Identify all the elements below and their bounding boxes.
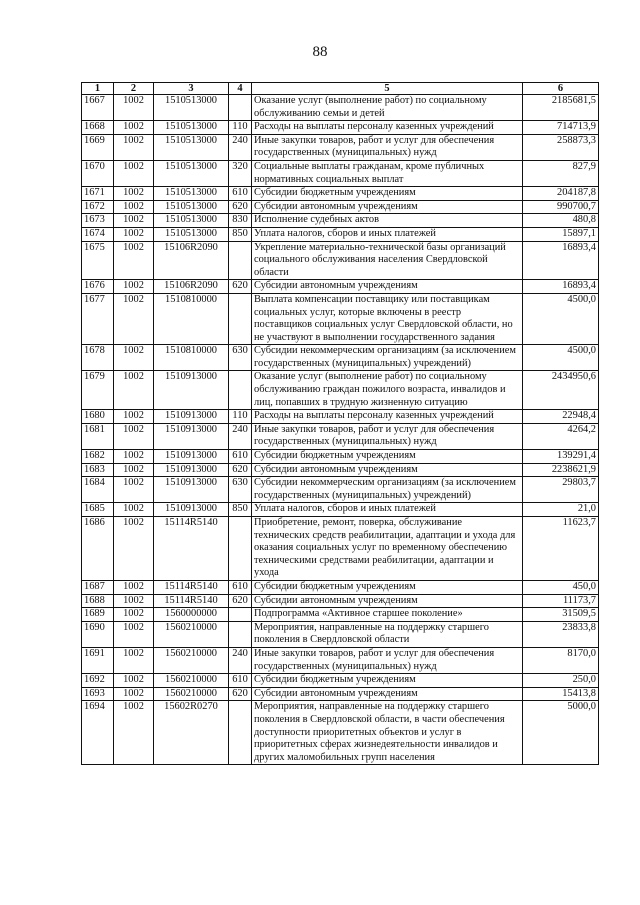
table-row <box>82 371 599 410</box>
expense-type-code: 610 <box>229 674 252 688</box>
table-row <box>82 621 599 647</box>
section-code: 1002 <box>114 687 154 701</box>
table-row <box>82 701 599 765</box>
expense-type-code <box>229 293 252 344</box>
target-article-code: 1560210000 <box>154 647 229 673</box>
row-number: 1691 <box>82 647 114 673</box>
header-col-4: 4 <box>229 83 252 95</box>
row-number: 1682 <box>82 450 114 464</box>
table-row <box>82 227 599 241</box>
row-number: 1687 <box>82 580 114 594</box>
row-number: 1679 <box>82 371 114 410</box>
target-article-code: 15106R2090 <box>154 241 229 280</box>
expense-type-code: 110 <box>229 410 252 424</box>
item-name: Исполнение судебных актов <box>252 214 523 228</box>
amount: 4264,2 <box>523 423 599 449</box>
table-row <box>82 160 599 186</box>
expense-type-code: 830 <box>229 214 252 228</box>
amount: 11623,7 <box>523 517 599 581</box>
section-code: 1002 <box>114 503 154 517</box>
target-article-code: 1510810000 <box>154 293 229 344</box>
section-code: 1002 <box>114 701 154 765</box>
amount: 21,0 <box>523 503 599 517</box>
expense-type-code: 620 <box>229 594 252 608</box>
row-number: 1675 <box>82 241 114 280</box>
expense-type-code <box>229 701 252 765</box>
item-name: Иные закупки товаров, работ и услуг для обеспечения государственных (муниципальных) нужд <box>252 647 523 673</box>
item-name: Субсидии автономным учреждениям <box>252 687 523 701</box>
target-article-code: 1560210000 <box>154 687 229 701</box>
expense-type-code <box>229 371 252 410</box>
row-number: 1678 <box>82 345 114 371</box>
header-col-6: 6 <box>523 83 599 95</box>
table-row <box>82 580 599 594</box>
target-article-code: 1510513000 <box>154 200 229 214</box>
target-article-code: 1510913000 <box>154 371 229 410</box>
table-row <box>82 674 599 688</box>
amount: 714713,9 <box>523 121 599 135</box>
table-row <box>82 463 599 477</box>
target-article-code: 1560210000 <box>154 674 229 688</box>
item-name: Оказание услуг (выполнение работ) по социальному обслуживанию граждан пожилого возраста, инвалидов и лиц, попавших в трудную жизненную ситуацию <box>252 371 523 410</box>
amount: 5000,0 <box>523 701 599 765</box>
expense-type-code: 240 <box>229 134 252 160</box>
target-article-code: 15602R0270 <box>154 701 229 765</box>
table-row <box>82 214 599 228</box>
expense-type-code <box>229 95 252 121</box>
row-number: 1685 <box>82 503 114 517</box>
expense-type-code: 610 <box>229 450 252 464</box>
table-row <box>82 241 599 280</box>
expense-type-code: 610 <box>229 187 252 201</box>
item-name: Расходы на выплаты персоналу казенных учреждений <box>252 121 523 135</box>
amount: 11173,7 <box>523 594 599 608</box>
amount: 450,0 <box>523 580 599 594</box>
section-code: 1002 <box>114 580 154 594</box>
table-row <box>82 410 599 424</box>
expense-type-code: 610 <box>229 580 252 594</box>
section-code: 1002 <box>114 293 154 344</box>
amount: 4500,0 <box>523 345 599 371</box>
amount: 31509,5 <box>523 608 599 622</box>
expense-type-code <box>229 608 252 622</box>
amount: 827,9 <box>523 160 599 186</box>
section-code: 1002 <box>114 241 154 280</box>
section-code: 1002 <box>114 134 154 160</box>
amount: 22948,4 <box>523 410 599 424</box>
amount: 2434950,6 <box>523 371 599 410</box>
item-name: Подпрограмма «Активное старшее поколение» <box>252 608 523 622</box>
item-name: Иные закупки товаров, работ и услуг для обеспечения государственных (муниципальных) нужд <box>252 423 523 449</box>
expense-type-code <box>229 621 252 647</box>
item-name: Мероприятия, направленные на поддержку старшего поколения в Свердловской области <box>252 621 523 647</box>
item-name: Субсидии бюджетным учреждениям <box>252 187 523 201</box>
item-name: Оказание услуг (выполнение работ) по социальному обслуживанию семьи и детей <box>252 95 523 121</box>
item-name: Субсидии некоммерческим организациям (за исключением государственных (муниципальных) учреждений) <box>252 477 523 503</box>
section-code: 1002 <box>114 280 154 294</box>
item-name: Уплата налогов, сборов и иных платежей <box>252 503 523 517</box>
item-name: Социальные выплаты гражданам, кроме публичных нормативных социальных выплат <box>252 160 523 186</box>
expense-type-code: 620 <box>229 280 252 294</box>
expense-type-code: 620 <box>229 463 252 477</box>
table-row <box>82 477 599 503</box>
table-row <box>82 134 599 160</box>
row-number: 1673 <box>82 214 114 228</box>
row-number: 1688 <box>82 594 114 608</box>
expense-type-code: 620 <box>229 200 252 214</box>
item-name: Субсидии автономным учреждениям <box>252 200 523 214</box>
table-row <box>82 95 599 121</box>
amount: 204187,8 <box>523 187 599 201</box>
table-row <box>82 594 599 608</box>
row-number: 1670 <box>82 160 114 186</box>
target-article-code: 1510913000 <box>154 410 229 424</box>
section-code: 1002 <box>114 621 154 647</box>
section-code: 1002 <box>114 450 154 464</box>
target-article-code: 1510913000 <box>154 423 229 449</box>
item-name: Субсидии бюджетным учреждениям <box>252 450 523 464</box>
target-article-code: 1510513000 <box>154 134 229 160</box>
table-row <box>82 423 599 449</box>
expense-type-code: 240 <box>229 647 252 673</box>
section-code: 1002 <box>114 227 154 241</box>
section-code: 1002 <box>114 95 154 121</box>
amount: 250,0 <box>523 674 599 688</box>
section-code: 1002 <box>114 160 154 186</box>
section-code: 1002 <box>114 674 154 688</box>
row-number: 1671 <box>82 187 114 201</box>
section-code: 1002 <box>114 463 154 477</box>
item-name: Уплата налогов, сборов и иных платежей <box>252 227 523 241</box>
row-number: 1676 <box>82 280 114 294</box>
header-col-1: 1 <box>82 83 114 95</box>
row-number: 1686 <box>82 517 114 581</box>
expense-type-code: 630 <box>229 345 252 371</box>
header-col-5: 5 <box>252 83 523 95</box>
table-row <box>82 293 599 344</box>
header-col-3: 3 <box>154 83 229 95</box>
section-code: 1002 <box>114 214 154 228</box>
item-name: Мероприятия, направленные на поддержку старшего поколения в Свердловской области, в части обеспечения доступности приоритетных объектов и услуг в приоритетных сферах жизнедеятельности инвалидов и других маломобильных групп населения <box>252 701 523 765</box>
target-article-code: 1510913000 <box>154 450 229 464</box>
table-row <box>82 345 599 371</box>
section-code: 1002 <box>114 477 154 503</box>
section-code: 1002 <box>114 410 154 424</box>
section-code: 1002 <box>114 200 154 214</box>
amount: 23833,8 <box>523 621 599 647</box>
target-article-code: 1510513000 <box>154 121 229 135</box>
table-row <box>82 200 599 214</box>
amount: 16893,4 <box>523 280 599 294</box>
table-body <box>82 95 599 765</box>
expense-type-code: 110 <box>229 121 252 135</box>
row-number: 1683 <box>82 463 114 477</box>
header-row <box>82 83 599 95</box>
section-code: 1002 <box>114 517 154 581</box>
amount: 29803,7 <box>523 477 599 503</box>
target-article-code: 1510513000 <box>154 227 229 241</box>
target-article-code: 1510913000 <box>154 503 229 517</box>
amount: 16893,4 <box>523 241 599 280</box>
table-row <box>82 503 599 517</box>
item-name: Субсидии некоммерческим организациям (за исключением государственных (муниципальных) учреждений) <box>252 345 523 371</box>
item-name: Субсидии автономным учреждениям <box>252 594 523 608</box>
table-row <box>82 608 599 622</box>
budget-table <box>81 82 599 765</box>
row-number: 1684 <box>82 477 114 503</box>
section-code: 1002 <box>114 345 154 371</box>
header-col-2: 2 <box>114 83 154 95</box>
amount: 139291,4 <box>523 450 599 464</box>
amount: 15897,1 <box>523 227 599 241</box>
item-name: Выплата компенсации поставщику или поставщикам социальных услуг, которые включены в реестр поставщиков социальных услуг Свердловской области, но не участвуют в выполнении государственного задания <box>252 293 523 344</box>
section-code: 1002 <box>114 187 154 201</box>
table-row <box>82 121 599 135</box>
item-name: Укрепление материально-технической базы организаций социального обслуживания населения Свердловской области <box>252 241 523 280</box>
row-number: 1668 <box>82 121 114 135</box>
expense-type-code: 620 <box>229 687 252 701</box>
amount: 8170,0 <box>523 647 599 673</box>
target-article-code: 15114R5140 <box>154 594 229 608</box>
section-code: 1002 <box>114 423 154 449</box>
table-row <box>82 187 599 201</box>
target-article-code: 15114R5140 <box>154 517 229 581</box>
table-row <box>82 687 599 701</box>
item-name: Субсидии автономным учреждениям <box>252 280 523 294</box>
target-article-code: 1510513000 <box>154 160 229 186</box>
amount: 990700,7 <box>523 200 599 214</box>
target-article-code: 1510810000 <box>154 345 229 371</box>
table-row <box>82 517 599 581</box>
expense-type-code <box>229 517 252 581</box>
target-article-code: 1510913000 <box>154 477 229 503</box>
expense-type-code: 850 <box>229 227 252 241</box>
row-number: 1693 <box>82 687 114 701</box>
table-header <box>82 83 599 95</box>
target-article-code: 1510913000 <box>154 463 229 477</box>
row-number: 1677 <box>82 293 114 344</box>
row-number: 1694 <box>82 701 114 765</box>
item-name: Иные закупки товаров, работ и услуг для обеспечения государственных (муниципальных) нужд <box>252 134 523 160</box>
amount: 15413,8 <box>523 687 599 701</box>
table-row <box>82 647 599 673</box>
target-article-code: 1510513000 <box>154 214 229 228</box>
target-article-code: 1510513000 <box>154 95 229 121</box>
target-article-code: 15114R5140 <box>154 580 229 594</box>
row-number: 1680 <box>82 410 114 424</box>
item-name: Субсидии бюджетным учреждениям <box>252 674 523 688</box>
expense-type-code <box>229 241 252 280</box>
section-code: 1002 <box>114 594 154 608</box>
table-row <box>82 450 599 464</box>
row-number: 1681 <box>82 423 114 449</box>
amount: 4500,0 <box>523 293 599 344</box>
amount: 2238621,9 <box>523 463 599 477</box>
row-number: 1689 <box>82 608 114 622</box>
section-code: 1002 <box>114 121 154 135</box>
target-article-code: 1560210000 <box>154 621 229 647</box>
expense-type-code: 630 <box>229 477 252 503</box>
item-name: Приобретение, ремонт, поверка, обслуживание технических средств реабилитации, адаптации и ухода для оказания социальных услуг по временному обеспечению техническими средствами реабилитации, адаптации и ухода <box>252 517 523 581</box>
amount: 480,8 <box>523 214 599 228</box>
target-article-code: 15106R2090 <box>154 280 229 294</box>
page-number: 88 <box>312 44 328 60</box>
row-number: 1692 <box>82 674 114 688</box>
amount: 2185681,5 <box>523 95 599 121</box>
row-number: 1667 <box>82 95 114 121</box>
target-article-code: 1560000000 <box>154 608 229 622</box>
expense-type-code: 240 <box>229 423 252 449</box>
expense-type-code: 850 <box>229 503 252 517</box>
item-name: Субсидии автономным учреждениям <box>252 463 523 477</box>
expense-type-code: 320 <box>229 160 252 186</box>
section-code: 1002 <box>114 647 154 673</box>
row-number: 1674 <box>82 227 114 241</box>
item-name: Расходы на выплаты персоналу казенных учреждений <box>252 410 523 424</box>
item-name: Субсидии бюджетным учреждениям <box>252 580 523 594</box>
row-number: 1672 <box>82 200 114 214</box>
target-article-code: 1510513000 <box>154 187 229 201</box>
section-code: 1002 <box>114 608 154 622</box>
row-number: 1669 <box>82 134 114 160</box>
row-number: 1690 <box>82 621 114 647</box>
table-row <box>82 280 599 294</box>
amount: 258873,3 <box>523 134 599 160</box>
section-code: 1002 <box>114 371 154 410</box>
